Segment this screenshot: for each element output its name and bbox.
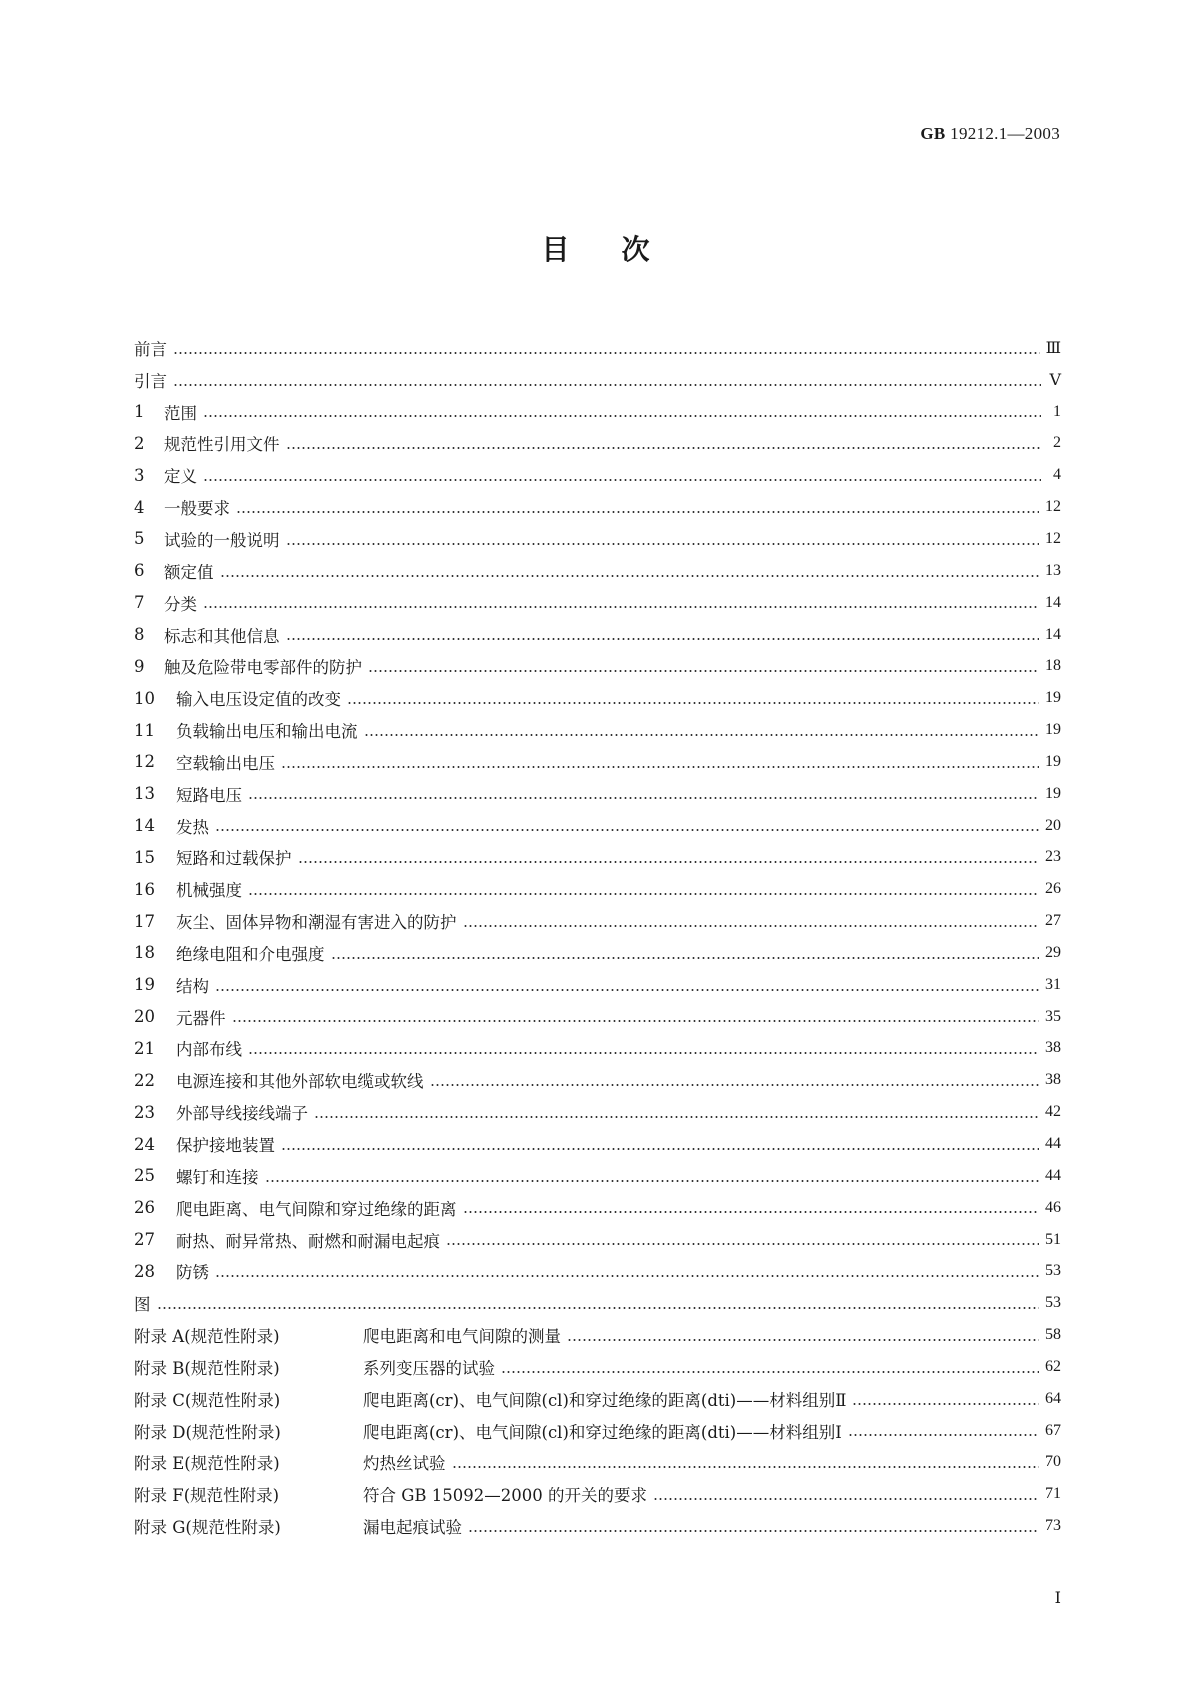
- toc-entry[interactable]: [134, 1192, 1061, 1224]
- toc-annex-entry[interactable]: [134, 1447, 1061, 1479]
- toc-entry-page: Ⅴ: [1049, 371, 1061, 389]
- toc-entry[interactable]: [134, 364, 1061, 396]
- annex-title: 爬电距离和电气间隙的测量: [363, 1327, 561, 1347]
- page-folio: Ⅰ: [1054, 1590, 1061, 1607]
- toc-entry-page: 51: [1045, 1230, 1061, 1248]
- toc-entry-page: 35: [1045, 1007, 1061, 1025]
- toc-entry-number: 7: [134, 593, 145, 613]
- dot-leader: [501, 1359, 1039, 1376]
- dot-leader: [248, 881, 1039, 898]
- dot-leader: [220, 563, 1040, 580]
- annex-title: 符合 GB 15092—2000 的开关的要求: [363, 1486, 648, 1506]
- toc-entry-title: 短路电压: [176, 785, 242, 805]
- annex-page: 58: [1045, 1326, 1061, 1344]
- annex-page: 71: [1045, 1485, 1061, 1503]
- dot-leader: [331, 945, 1040, 962]
- toc-entry-number: 9: [134, 656, 145, 676]
- toc-entry-page: 53: [1045, 1294, 1061, 1312]
- toc-entry-page: 53: [1045, 1262, 1061, 1280]
- toc-entry-number: 22: [134, 1070, 155, 1090]
- annex-label: 附录 E(规范性附录): [134, 1454, 280, 1474]
- dot-leader: [653, 1486, 1039, 1503]
- standard-number: 19212.1—2003: [950, 124, 1060, 143]
- annex-page: 67: [1045, 1421, 1061, 1439]
- toc-entry-title: 图: [134, 1295, 151, 1315]
- toc-entry-page: 19: [1045, 784, 1061, 802]
- dot-leader: [286, 531, 1040, 548]
- toc-entry-number: 13: [134, 784, 155, 804]
- toc-entry-number: 4: [134, 497, 145, 517]
- dot-leader: [463, 1199, 1040, 1216]
- toc-entry-page: 38: [1045, 1039, 1061, 1057]
- toc-entry-number: 18: [134, 943, 155, 963]
- dot-leader: [852, 1391, 1039, 1408]
- toc-entry-page: 42: [1045, 1103, 1061, 1121]
- toc-entry[interactable]: [134, 491, 1061, 523]
- toc-entry-number: 1: [134, 402, 145, 422]
- toc-entry-title: 灰尘、固体异物和潮湿有害进入的防护: [176, 913, 457, 933]
- page-title: 目次: [541, 233, 702, 266]
- toc-entry-number: 27: [134, 1230, 155, 1250]
- toc-entry-title: 耐热、耐异常热、耐燃和耐漏电起痕: [176, 1231, 440, 1251]
- toc-entry-title: 外部导线接线端子: [176, 1104, 308, 1124]
- dot-leader: [368, 658, 1039, 675]
- dot-leader: [463, 913, 1040, 930]
- toc-entry-title: 电源连接和其他外部软电缆或软线: [176, 1072, 424, 1092]
- toc-entry-page: 23: [1045, 848, 1061, 866]
- toc-entry-number: 10: [134, 688, 155, 708]
- dot-leader: [248, 1040, 1039, 1057]
- toc-entry-page: 29: [1045, 943, 1061, 961]
- toc-annex-entry[interactable]: [134, 1510, 1061, 1542]
- toc-entry[interactable]: [134, 428, 1061, 460]
- toc-entry-page: 4: [1053, 466, 1061, 484]
- toc-entry-page: 18: [1045, 657, 1061, 675]
- dot-leader: [173, 372, 1041, 389]
- toc-entry[interactable]: [134, 1096, 1061, 1128]
- toc-entry[interactable]: [134, 1064, 1061, 1096]
- toc-entry-number: 3: [134, 465, 145, 485]
- toc-annex-entry[interactable]: [134, 1351, 1061, 1383]
- toc-entry-title: 规范性引用文件: [164, 435, 280, 455]
- dot-leader: [286, 435, 1042, 452]
- toc-entry-number: 25: [134, 1166, 155, 1186]
- toc-entry[interactable]: [134, 714, 1061, 746]
- dot-leader: [265, 1168, 1040, 1185]
- toc-entry[interactable]: [134, 555, 1061, 587]
- toc-entry-page: Ⅲ: [1045, 339, 1061, 357]
- toc-entry-number: 28: [134, 1261, 155, 1281]
- toc-entry-title: 引言: [134, 371, 167, 391]
- dot-leader: [364, 722, 1040, 739]
- toc-annex-entry[interactable]: [134, 1478, 1061, 1510]
- toc-entry[interactable]: [134, 778, 1061, 810]
- toc-annex-entry[interactable]: [134, 1319, 1061, 1351]
- toc-entry-title: 爬电距离、电气间隙和穿过绝缘的距离: [176, 1199, 457, 1219]
- annex-title: 爬电距离(cr)、电气间隙(cl)和穿过绝缘的距离(dti)——材料组别Ⅱ: [363, 1390, 847, 1410]
- toc-entry-number: 20: [134, 1007, 155, 1027]
- toc-entry[interactable]: [134, 619, 1061, 651]
- toc-entry-number: 8: [134, 625, 145, 645]
- dot-leader: [452, 1454, 1040, 1471]
- toc-entry-page: 2: [1053, 434, 1061, 452]
- dot-leader: [567, 1327, 1039, 1344]
- toc-entry-page: 1: [1053, 402, 1061, 420]
- toc-entry-title: 触及危险带电零部件的防护: [164, 658, 362, 678]
- dot-leader: [446, 1231, 1039, 1248]
- dot-leader: [281, 754, 1039, 771]
- toc-entry-title: 发热: [176, 817, 209, 837]
- annex-title: 灼热丝试验: [363, 1454, 446, 1474]
- standard-prefix: GB: [920, 124, 946, 143]
- annex-page: 62: [1045, 1357, 1061, 1375]
- dot-leader: [236, 499, 1039, 516]
- toc-entry[interactable]: [134, 1224, 1061, 1256]
- toc-entry-page: 19: [1045, 752, 1061, 770]
- toc-entry-number: 5: [134, 529, 145, 549]
- toc-entry-title: 额定值: [164, 562, 214, 582]
- dot-leader: [281, 1136, 1039, 1153]
- annex-label: 附录 D(规范性附录): [134, 1422, 281, 1442]
- annex-page: 73: [1045, 1517, 1061, 1535]
- toc-entry[interactable]: [134, 1001, 1061, 1033]
- annex-page: 64: [1045, 1389, 1061, 1407]
- dot-leader: [286, 626, 1040, 643]
- dot-leader: [232, 1008, 1040, 1025]
- toc-entry-title: 标志和其他信息: [164, 626, 280, 646]
- toc-entry-number: 23: [134, 1102, 155, 1122]
- dot-leader: [347, 690, 1039, 707]
- toc-entry-page: 14: [1045, 593, 1061, 611]
- toc-entry-page: 19: [1045, 721, 1061, 739]
- toc-entry[interactable]: [134, 810, 1061, 842]
- toc-entry-number: 21: [134, 1038, 155, 1058]
- toc-entry-title: 定义: [164, 467, 197, 487]
- annex-label: 附录 C(规范性附录): [134, 1390, 281, 1410]
- toc-entry[interactable]: [134, 523, 1061, 555]
- annex-label: 附录 B(规范性附录): [134, 1358, 280, 1378]
- toc-entry-title: 试验的一般说明: [164, 530, 280, 550]
- annex-page: 70: [1045, 1453, 1061, 1471]
- toc-entry-number: 16: [134, 879, 155, 899]
- dot-leader: [203, 467, 1041, 484]
- toc-entry-page: 12: [1045, 529, 1061, 547]
- toc-entry[interactable]: [134, 905, 1061, 937]
- dot-leader: [848, 1422, 1039, 1439]
- toc-entry[interactable]: [134, 1033, 1061, 1065]
- toc-entry[interactable]: [134, 873, 1061, 905]
- toc-entry-number: 6: [134, 561, 145, 581]
- toc-entry-page: 14: [1045, 625, 1061, 643]
- toc-entry-title: 防锈: [176, 1263, 209, 1283]
- toc-entry-number: 2: [134, 433, 145, 453]
- toc-entry[interactable]: [134, 842, 1061, 874]
- toc-entry[interactable]: [134, 587, 1061, 619]
- toc-entry-page: 26: [1045, 880, 1061, 898]
- toc-entry-page: 12: [1045, 498, 1061, 516]
- toc-entry-title: 保护接地装置: [176, 1136, 275, 1156]
- toc-entry-page: 20: [1045, 816, 1061, 834]
- toc-entry-number: 17: [134, 911, 155, 931]
- toc-entry-number: 26: [134, 1198, 155, 1218]
- toc-entry-page: 46: [1045, 1198, 1061, 1216]
- dot-leader: [314, 1104, 1039, 1121]
- dot-leader: [248, 785, 1039, 802]
- toc-entry-number: 15: [134, 847, 155, 867]
- toc-entry-title: 元器件: [176, 1008, 226, 1028]
- annex-label: 附录 A(规范性附录): [134, 1327, 280, 1347]
- toc-entry-title: 结构: [176, 976, 209, 996]
- toc-entry-page: 38: [1045, 1071, 1061, 1089]
- toc-entry[interactable]: [134, 969, 1061, 1001]
- toc-entry-title: 内部布线: [176, 1040, 242, 1060]
- toc-annex-entry[interactable]: [134, 1383, 1061, 1415]
- annex-title: 爬电距离(cr)、电气间隙(cl)和穿过绝缘的距离(dti)——材料组别Ⅰ: [363, 1422, 842, 1442]
- dot-leader: [215, 977, 1039, 994]
- toc-entry-page: 13: [1045, 561, 1061, 579]
- toc-entry[interactable]: [134, 1255, 1061, 1287]
- toc-entry-page: 19: [1045, 689, 1061, 707]
- toc-entry-title: 负载输出电压和输出电流: [176, 722, 358, 742]
- standard-code: [920, 124, 1060, 144]
- toc-entry[interactable]: [134, 1128, 1061, 1160]
- toc-entry[interactable]: [134, 746, 1061, 778]
- toc-entry-page: 44: [1045, 1135, 1061, 1153]
- annex-label: 附录 G(规范性附录): [134, 1518, 281, 1538]
- toc-entry-page: 44: [1045, 1166, 1061, 1184]
- toc-entry-number: 12: [134, 752, 155, 772]
- toc-entry[interactable]: [134, 650, 1061, 682]
- dot-leader: [215, 1263, 1039, 1280]
- toc-entry-title: 前言: [134, 339, 167, 359]
- toc-entry-title: 范围: [164, 403, 197, 423]
- toc-entry-title: 短路和过载保护: [176, 849, 292, 869]
- table-of-contents: [134, 332, 1061, 1542]
- toc-annex-entry[interactable]: [134, 1415, 1061, 1447]
- annex-label: 附录 F(规范性附录): [134, 1486, 280, 1506]
- toc-entry[interactable]: [134, 1160, 1061, 1192]
- toc-entry-title: 输入电压设定值的改变: [176, 690, 341, 710]
- toc-entry[interactable]: [134, 332, 1061, 364]
- toc-entry[interactable]: [134, 682, 1061, 714]
- toc-entry-title: 分类: [164, 594, 197, 614]
- dot-leader: [298, 849, 1040, 866]
- toc-entry-title: 螺钉和连接: [176, 1167, 259, 1187]
- toc-entry-title: 一般要求: [164, 499, 230, 519]
- toc-entry[interactable]: [134, 1287, 1061, 1319]
- dot-leader: [203, 403, 1041, 420]
- toc-entry[interactable]: [134, 937, 1061, 969]
- toc-entry-number: 14: [134, 816, 155, 836]
- toc-entry-title: 绝缘电阻和介电强度: [176, 944, 325, 964]
- dot-leader: [430, 1072, 1040, 1089]
- dot-leader: [203, 594, 1039, 611]
- toc-entry-title: 机械强度: [176, 881, 242, 901]
- toc-entry-number: 11: [134, 720, 155, 740]
- toc-entry-page: 31: [1045, 975, 1061, 993]
- dot-leader: [173, 340, 1040, 357]
- toc-entry-title: 空载输出电压: [176, 753, 275, 773]
- toc-entry-number: 19: [134, 975, 155, 995]
- dot-leader: [468, 1518, 1039, 1535]
- toc-entry[interactable]: [134, 459, 1061, 491]
- toc-entry-page: 27: [1045, 912, 1061, 930]
- toc-entry[interactable]: [134, 396, 1061, 428]
- annex-title: 漏电起痕试验: [363, 1518, 462, 1538]
- dot-leader: [215, 817, 1039, 834]
- annex-title: 系列变压器的试验: [363, 1358, 495, 1378]
- dot-leader: [157, 1295, 1040, 1312]
- toc-entry-number: 24: [134, 1134, 155, 1154]
